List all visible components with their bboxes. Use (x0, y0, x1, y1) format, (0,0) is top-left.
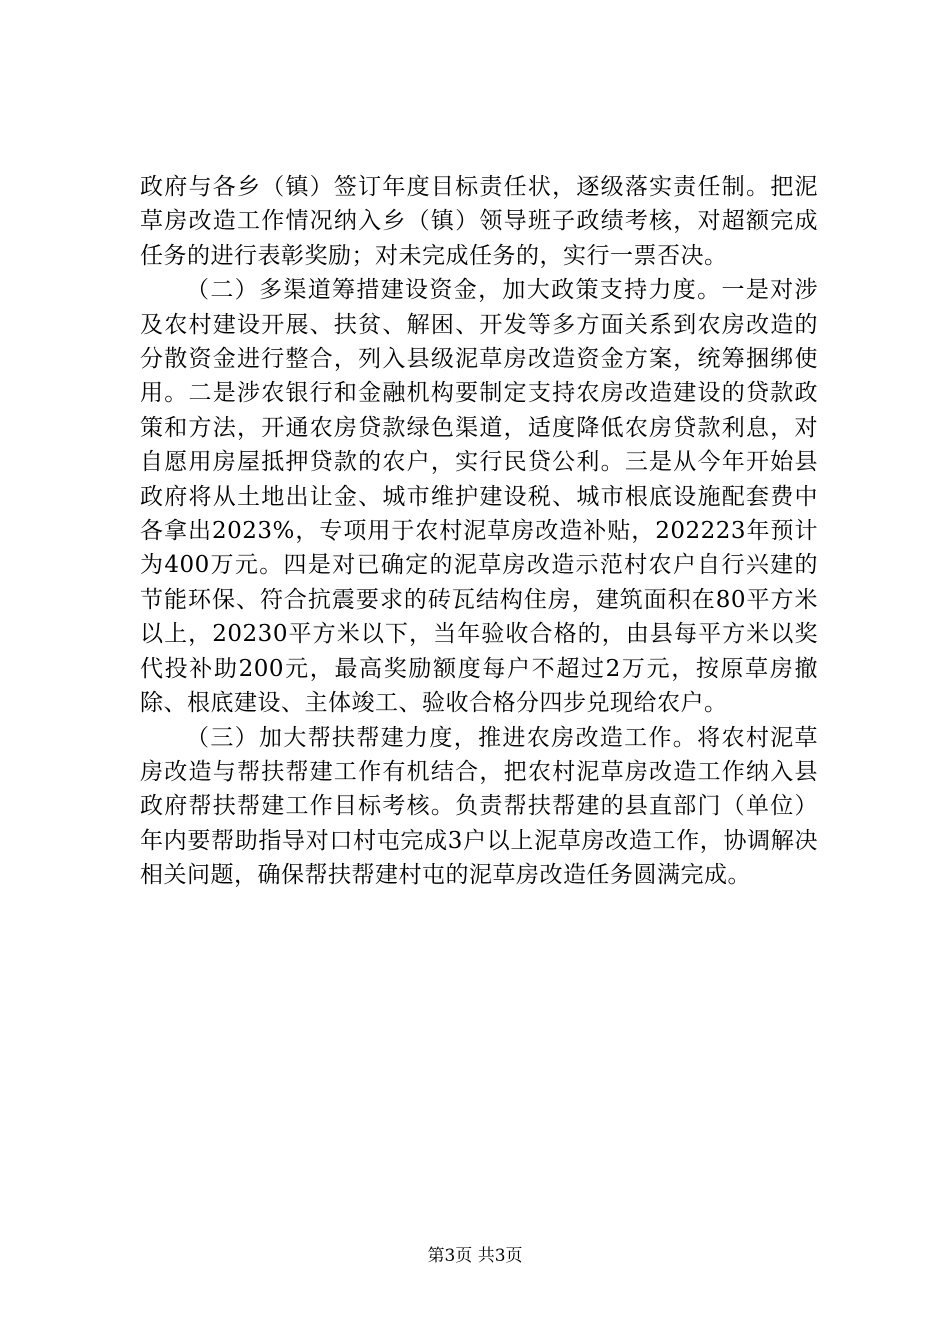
document-body (140, 170, 818, 893)
page-number-footer: 第3页 共3页 (427, 1246, 523, 1266)
paragraph-responsibility: 政府与各乡（镇）签订年度目标责任状，逐级落实责任制。把泥草房改造工作情况纳入乡（镇）领导班子政绩考核，对超额完成任务的进行表彰奖励；对未完成任务的，实行一票否决。 (140, 174, 818, 269)
paragraph-funding: （二）多渠道筹措建设资金，加大政策支持力度。一是对涉及农村建设开展、扶贫、解困、开发等多方面关系到农房改造的分散资金进行整合，列入县级泥草房改造资金方案，统筹捆绑使用。二是涉农银行和金融机构要制定支持农房改造建设的贷款政策和方法，开通农房贷款绿色渠道，适度降低农房贷款利息，对自愿用房屋抵押贷款的农户，实行民贷公利。三是从今年开始县政府将从土地出让金、城市维护建设税、城市根底设施配套费中各拿出2023%，专项用于农村泥草房改造补贴，202223年预计为400万元。四是对已确定的泥草房改造示范村农户自行兴建的节能环保、符合抗震要求的砖瓦结构住房，建筑面积在80平方米以上，20230平方米以下，当年验收合格的，由县每平方米以奖代投补助200元，最高奖励额度每户不超过2万元，按原草房撤除、根底建设、主体竣工、验收合格分四步兑现给农户。 (140, 277, 818, 717)
paragraph-assistance: （三）加大帮扶帮建力度，推进农房改造工作。将农村泥草房改造与帮扶帮建工作有机结合，把农村泥草房改造工作纳入县政府帮扶帮建工作目标考核。负责帮扶帮建的县直部门（单位）年内要帮助指导对口村屯完成3户以上泥草房改造工作，协调解决相关问题，确保帮扶帮建村屯的泥草房改造任务圆满完成。 (140, 724, 818, 889)
